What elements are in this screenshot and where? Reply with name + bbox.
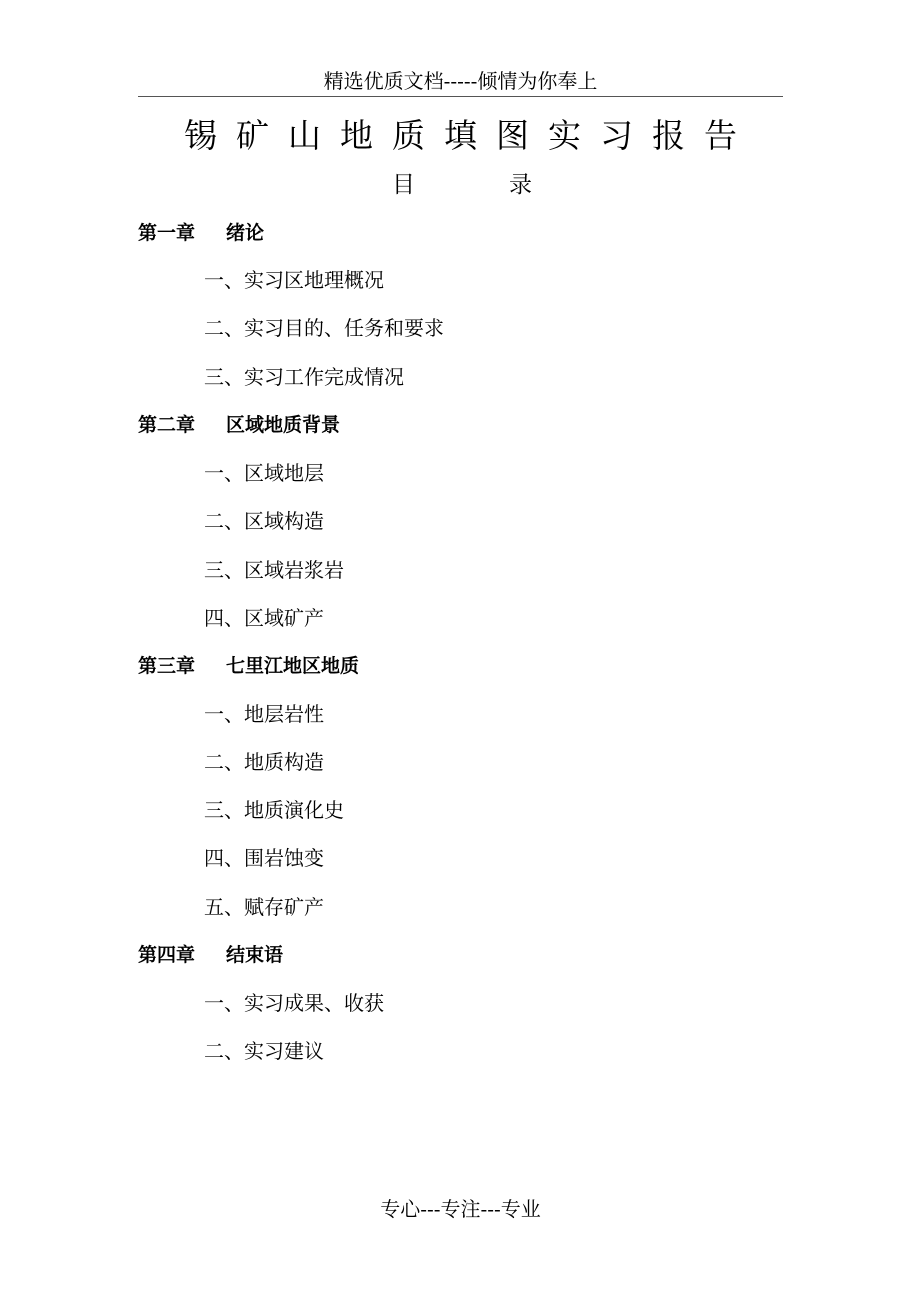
toc-heading-right: 录: [509, 172, 532, 198]
toc-section: 三、实习工作完成情况: [204, 365, 404, 389]
toc-section: 四、围岩蚀变: [204, 846, 324, 870]
toc-chapter-number: 第四章: [138, 944, 196, 966]
table-of-contents: [138, 0, 783, 1302]
toc-chapter: [138, 652, 359, 680]
toc-heading-left: 目: [392, 172, 415, 198]
toc-chapter-number: 第二章: [138, 414, 196, 436]
toc-section: 四、区域矿产: [204, 606, 324, 630]
toc-section: 二、地质构造: [204, 750, 324, 774]
page-header: 精选优质文档-----倾情为你奉上: [323, 69, 598, 93]
toc-section: 一、地层岩性: [204, 702, 324, 726]
toc-section: 二、区域构造: [204, 509, 324, 533]
toc-section: 一、实习成果、收获: [204, 991, 384, 1015]
toc-section: 一、区域地层: [204, 461, 324, 485]
page-footer: 专心---专注---专业: [380, 1197, 541, 1221]
toc-section: 三、地质演化史: [204, 798, 344, 822]
toc-section: 五、赋存矿产: [204, 895, 324, 919]
toc-chapter-title: 结束语: [226, 944, 284, 966]
toc-section: 三、区域岩浆岩: [204, 558, 344, 582]
toc-chapter-number: 第一章: [138, 222, 196, 244]
toc-chapter: [138, 411, 340, 439]
toc-section: 二、实习建议: [204, 1039, 324, 1063]
toc-chapter-title: 绪论: [226, 222, 265, 244]
document-title: 锡矿山地质填图实习报告: [184, 116, 756, 155]
toc-section: 二、实习目的、任务和要求: [204, 316, 444, 340]
toc-chapter: [138, 941, 283, 969]
toc-chapter-title: 七里江地区地质: [226, 655, 360, 677]
toc-chapter-number: 第三章: [138, 655, 196, 677]
toc-section: 一、实习区地理概况: [204, 268, 384, 292]
toc-chapter: [138, 219, 264, 247]
toc-chapter-title: 区域地质背景: [226, 414, 341, 436]
